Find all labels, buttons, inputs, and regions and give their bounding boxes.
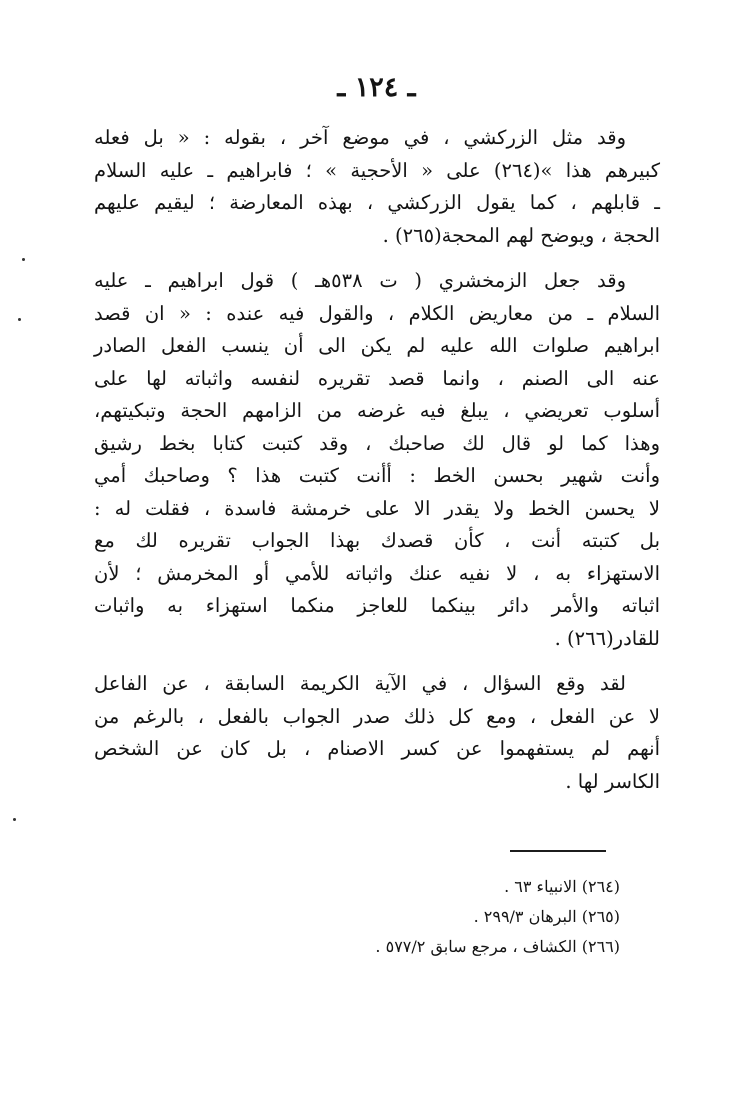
text-line: ـ قابلهم ، كما يقول الزركشي ، بهذه المعارضة ؛ ليقيم عليهم	[94, 191, 660, 214]
footnote: (٢٦٦) الكشاف ، مرجع سابق ٥٧٧/٢ .	[375, 937, 620, 956]
text-line: السلام ـ من معاريض الكلام ، والقول فيه عنده : « ان قصد	[94, 301, 660, 325]
footnote-separator	[510, 850, 606, 852]
text-line: ابراهيم صلوات الله عليه لم يكن الى أن ينسب الفعل الصادر	[94, 334, 660, 357]
text-line: لا عن الفعل ، ومع كل ذلك صدر الجواب بالفعل ، بالرغم من	[94, 704, 660, 728]
text-line: الكاسر لها .	[565, 769, 660, 793]
footnote: (٢٦٤) الانبياء ٦٣ .	[504, 877, 620, 896]
text-line: كبيرهم هذا »(٢٦٤) على « الأحجية » ؛ فابراهيم ـ عليه السلام	[94, 158, 660, 182]
text-line: وقد مثل الزركشي ، في موضع آخر ، بقوله : « بل فعله	[94, 126, 626, 149]
text-line: أنهم لم يستفهموا عن كسر الاصنام ، بل كان عن الشخص	[94, 737, 660, 760]
text-line: للقادر(٢٦٦) .	[554, 626, 660, 650]
body-text	[94, 122, 660, 811]
scan-speck	[22, 258, 25, 261]
text-line: اثباته والأمر دائر بينكما للعاجز منكما استهزاء به واثبات	[94, 594, 660, 617]
scan-speck	[18, 318, 21, 321]
text-line: عنه الى الصنم ، وانما قصد تقريره لنفسه واثباته لها على	[94, 366, 660, 390]
scan-speck	[13, 818, 16, 821]
paragraph-1	[94, 122, 660, 252]
text-line: أسلوب تعريضي ، يبلغ فيه غرضه من الزامهم الحجة وتبكيتهم،	[94, 399, 660, 422]
text-line: بل كتبته أنت ، كأن قصدك بهذا الجواب تقريره لك مع	[94, 529, 660, 552]
page-number: ـ ١٢٤ ـ	[337, 72, 416, 103]
text-line: وقد جعل الزمخشري ( ت ٥٣٨هـ ) قول ابراهيم ـ عليه	[94, 269, 626, 292]
footnote: (٢٦٥) البرهان ٢٩٩/٣ .	[473, 907, 620, 926]
paragraph-2	[94, 265, 660, 655]
text-line: وهذا كما لو قال لك صاحبك ، وقد كتبت كتابا بخط رشيق	[94, 431, 660, 455]
text-line: لقد وقع السؤال ، في الآية الكريمة السابقة ، عن الفاعل	[94, 672, 626, 695]
paragraph-3	[94, 668, 660, 798]
text-line: الاستهزاء به ، لا نفيه عنك واثباته للأمي أو المخرمش ؛ لأن	[94, 561, 660, 585]
text-line: وأنت شهير بحسن الخط : أأنت كتبت هذا ؟ وصاحبك أمي	[94, 464, 660, 487]
text-line: الحجة ، ويوضح لهم المحجة(٢٦٥) .	[382, 223, 660, 247]
text-line: لا يحسن الخط ولا يقدر الا على خرمشة فاسدة ، فقلت له :	[94, 496, 660, 520]
footnotes	[300, 872, 620, 962]
